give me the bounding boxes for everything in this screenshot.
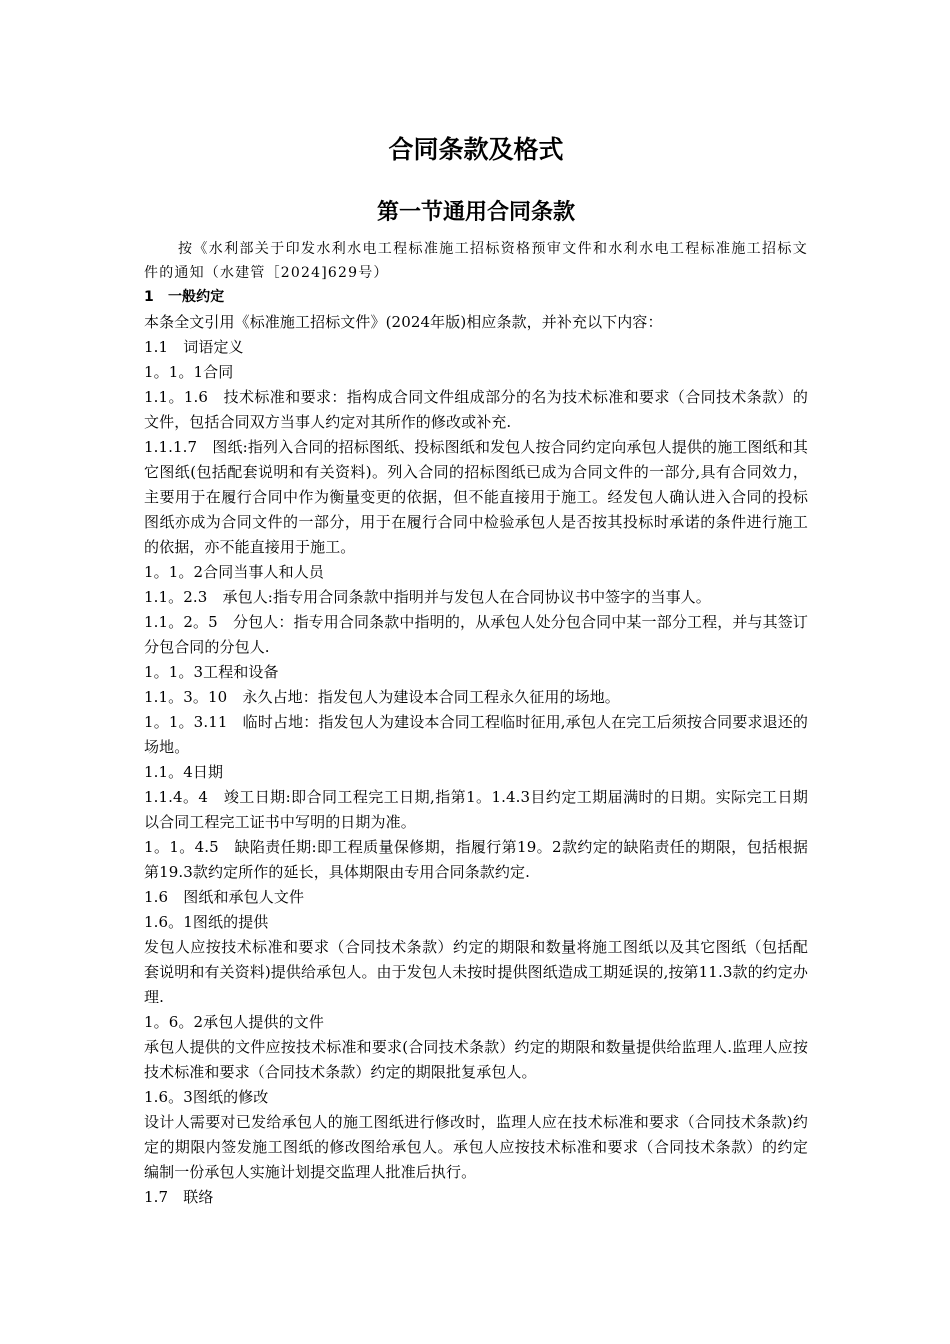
clause-heading: 1.6。1图纸的提供 [144, 913, 269, 931]
paragraph: 1.1.1.7 图纸:指列入合同的招标图纸、投标图纸和发包人按合同约定向承包人提供的施工图纸和其它图纸(包括配套说明和有关资料)。列入合同的招标图纸已成为合同文件的一部分,具有合同效力，主要用于在履行合同中作为衡量变更的依据，但不能直接用于施工。经发包人确认进入合同的投标图纸亦成为合同文件的一部分，用于在履行合同中检验承包人是否按其投标时承诺的条件进行施工的依据，亦不能直接用于施工。 [144, 438, 808, 556]
paragraph: 1.1。2.3 承包人:指专用合同条款中指明并与发包人在合同协议书中签字的当事人。 [144, 588, 711, 606]
clause-heading: 1。6。2承包人提供的文件 [144, 1013, 324, 1031]
paragraph: 1。1。4.5 缺陷责任期:即工程质量保修期，指履行第19。2款约定的缺陷责任的期限，包括根据第19.3款约定所作的延长，具体期限由专用合同条款约定. [144, 838, 808, 881]
clause-heading: 1。1。2合同当事人和人员 [144, 563, 324, 581]
section-title: 第一节通用合同条款 [376, 200, 575, 225]
notice-paragraph: 按《水利部关于印发水利水电工程标准施工招标资格预审文件和水利水电工程标准施工招标文件的通知（水建管［2024]629号） [144, 241, 808, 281]
paragraph: 设计人需要对已发给承包人的施工图纸进行修改时，监理人应在技术标准和要求（合同技术条款)约定的期限内签发施工图纸的修改图给承包人。承包人应按技术标准和要求（合同技术条款）的约定编制一份承包人实施计划提交监理人批准后执行。 [144, 1113, 808, 1181]
clause-heading: 1.6。3图纸的修改 [144, 1088, 269, 1106]
paragraph: 1。1。3.11 临时占地：指发包人为建设本合同工程临时征用,承包人在完工后须按合同要求退还的场地。 [144, 713, 808, 756]
paragraph: 1.1。2。5 分包人：指专用合同条款中指明的，从承包人处分包合同中某一部分工程，并与其签订分包合同的分包人. [144, 613, 808, 656]
paragraph: 1.1。1.6 技术标准和要求：指构成合同文件组成部分的名为技术标准和要求（合同技术条款）的文件，包括合同双方当事人约定对其所作的修改或补充. [144, 388, 808, 431]
clause-heading: 1.7 联络 [144, 1188, 214, 1206]
paragraph: 1.1.4。4 竣工日期:即合同工程完工日期,指第1。1.4.3目约定工期届满时的日期。实际完工日期以合同工程完工证书中写明的日期为准。 [144, 788, 808, 831]
clause-heading: 1。1。1合同 [144, 363, 234, 381]
document-body [144, 237, 808, 1210]
paragraph: 本条全文引用《标准施工招标文件》(2024年版)相应条款，并补充以下内容： [144, 313, 663, 331]
clause-heading: 1。1。3工程和设备 [144, 663, 279, 681]
clause-heading: 1.1。4日期 [144, 763, 224, 781]
paragraph: 1.1。3。10 永久占地：指发包人为建设本合同工程永久征用的场地。 [144, 688, 620, 706]
paragraph: 承包人提供的文件应按技术标准和要求(合同技术条款）约定的期限和数量提供给监理人.监理人应按技术标准和要求（合同技术条款）约定的期限批复承包人。 [144, 1038, 808, 1081]
clause-heading: 1.6 图纸和承包人文件 [144, 888, 305, 906]
clause-heading: 1.1 词语定义 [144, 338, 244, 356]
paragraph: 发包人应按技术标准和要求（合同技术条款）约定的期限和数量将施工图纸以及其它图纸（包括配套说明和有关资料)提供给承包人。由于发包人未按时提供图纸造成工期延误的,按第11.3款的约定办理. [144, 938, 808, 1006]
document-title: 合同条款及格式 [388, 135, 564, 164]
clause-heading: 1 一般约定 [144, 289, 225, 305]
